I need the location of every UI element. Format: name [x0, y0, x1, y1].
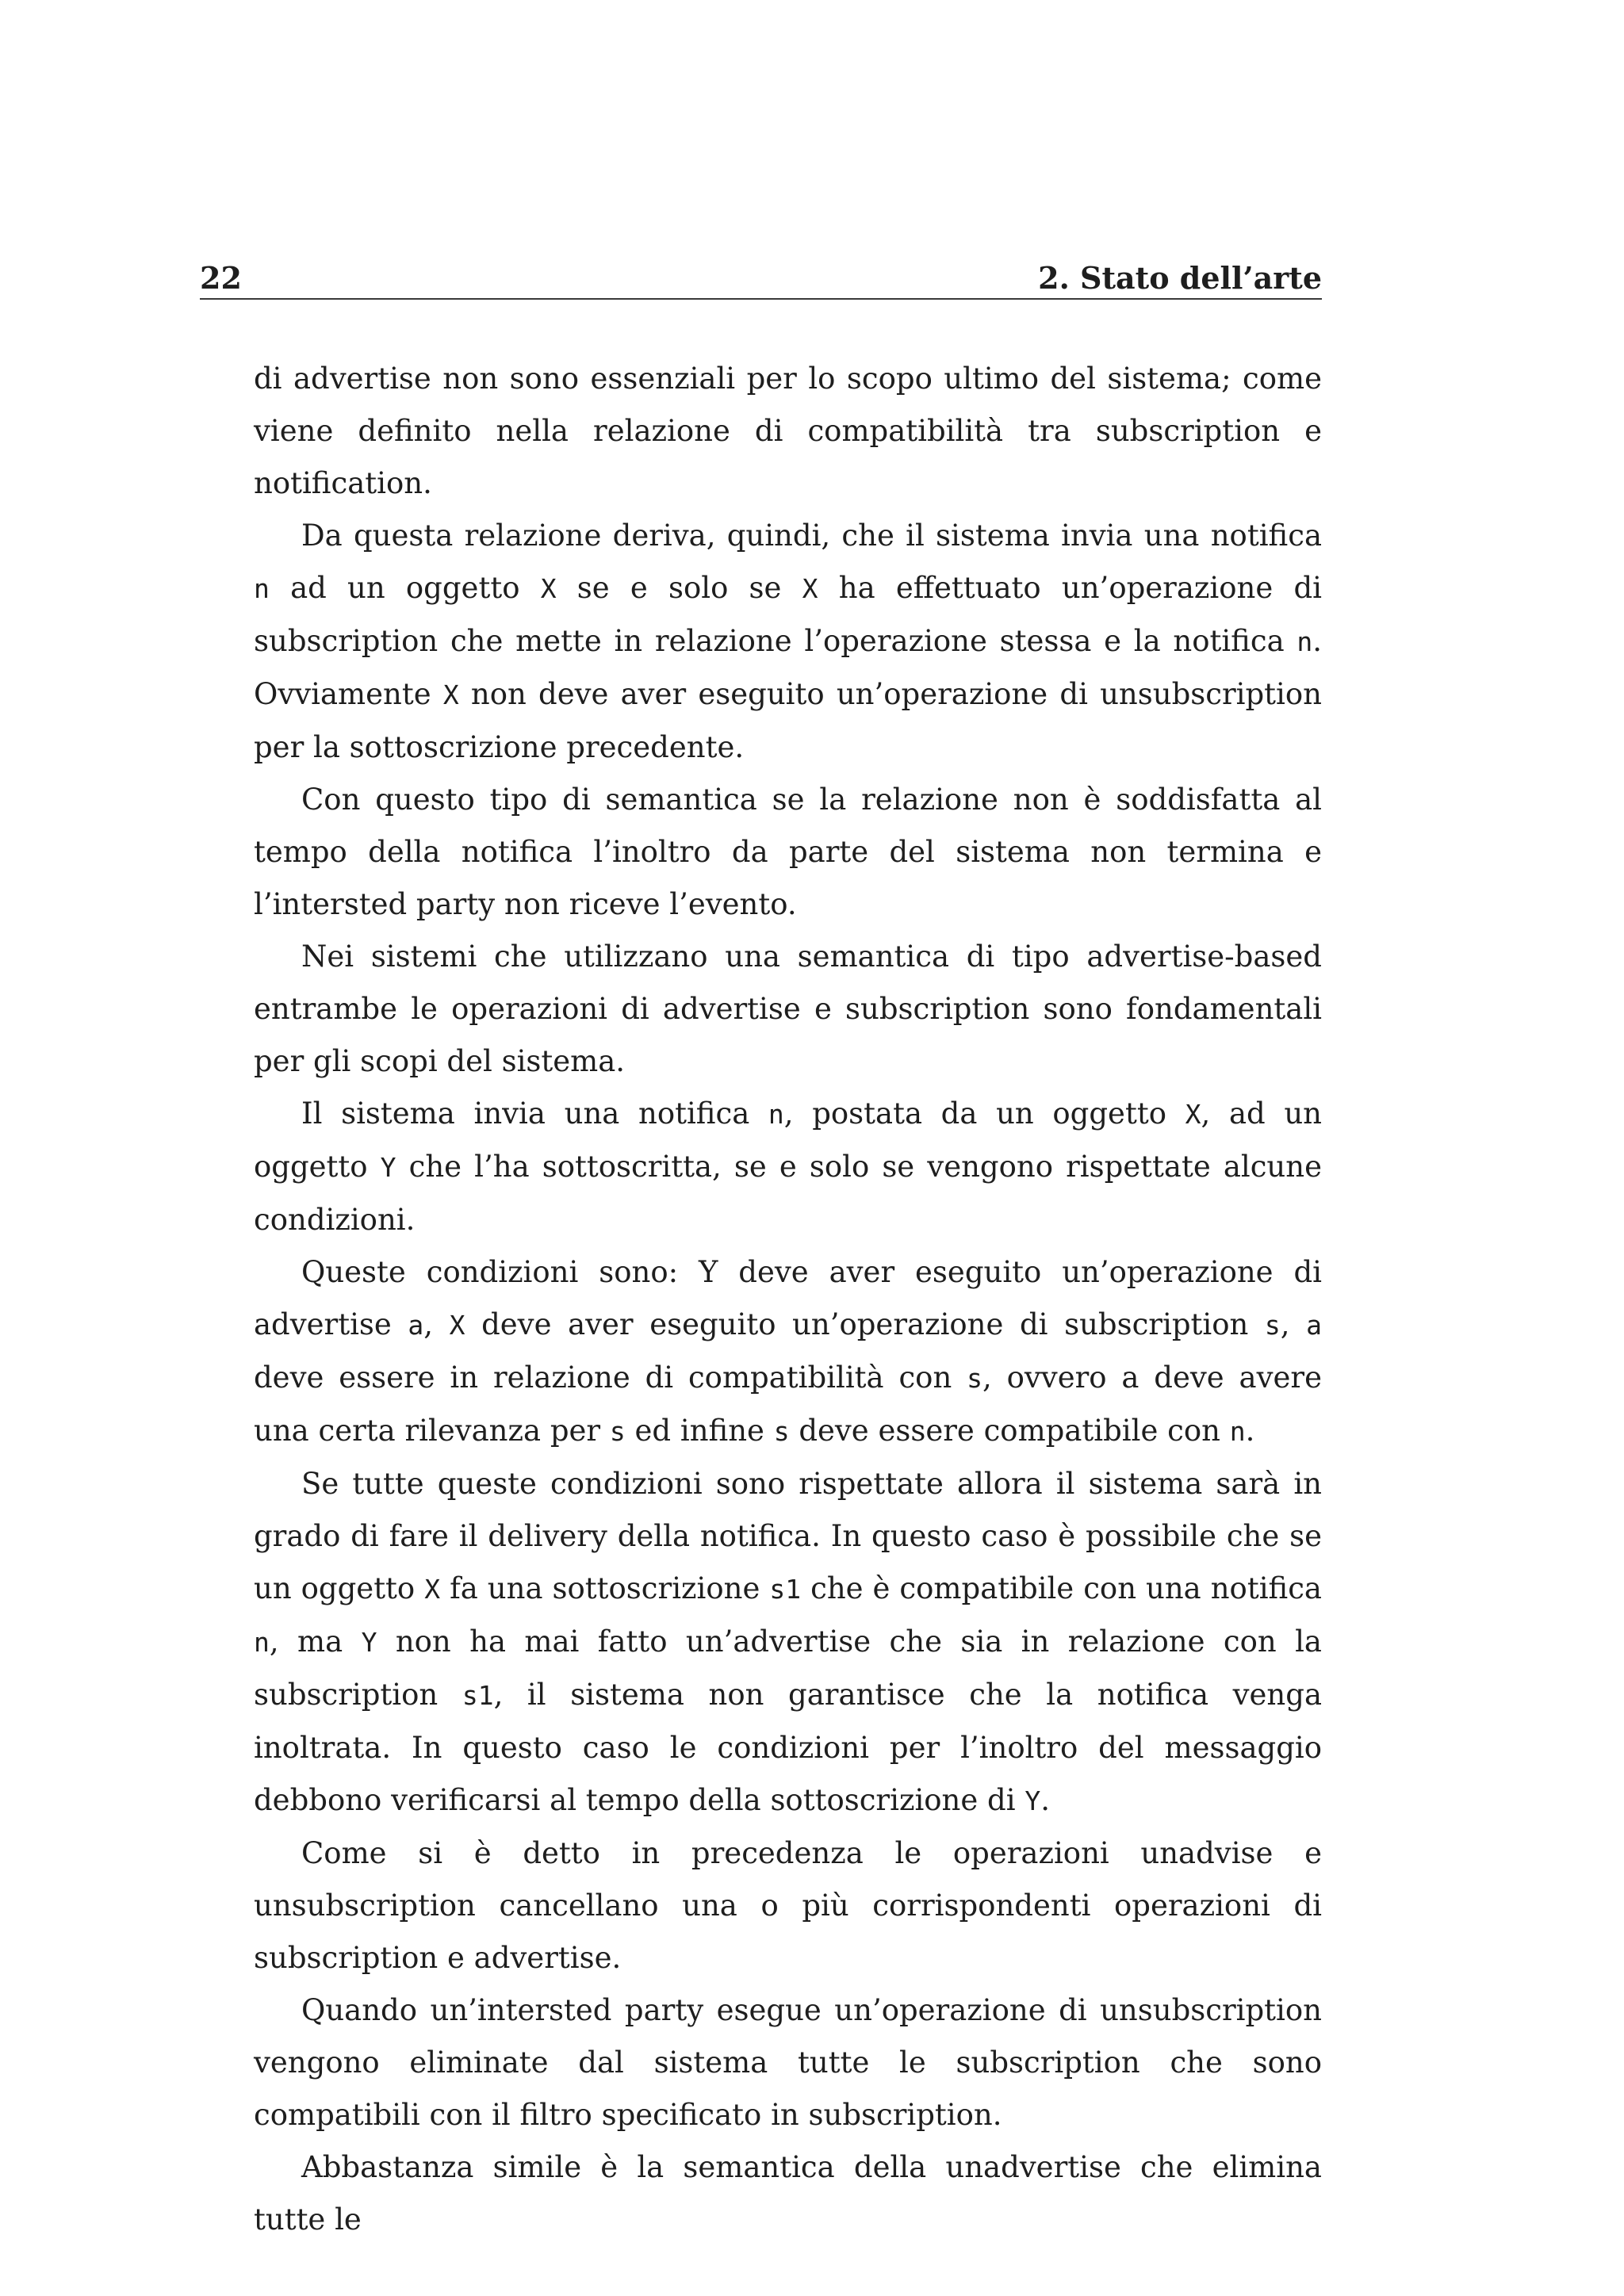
- inline-code: X: [424, 1574, 441, 1605]
- inline-code: n: [1229, 1416, 1246, 1447]
- paragraph: [254, 774, 1322, 931]
- text-segment: . Ovviamente: [254, 624, 1322, 711]
- text-segment: .: [1245, 1414, 1255, 1448]
- inline-code: n: [254, 1627, 270, 1658]
- body-text: [254, 353, 1322, 2246]
- text-segment: Da questa relazione deriva, quindi, che il sistema invia una notifica: [301, 519, 1322, 553]
- inline-code: X: [1185, 1099, 1201, 1130]
- text-segment: Queste condizioni sono: Y deve aver eseguito un’operazione di advertise: [254, 1255, 1322, 1341]
- text-segment: non deve aver eseguito un’operazione di unsubscription per la sottoscrizione precedente.: [254, 677, 1322, 764]
- inline-code: Y: [361, 1627, 377, 1658]
- paragraph: [254, 1246, 1322, 1458]
- paragraph: [254, 1458, 1322, 1827]
- text-segment: non ha mai fatto un’advertise che sia in relazione con la subscription: [254, 1624, 1322, 1712]
- inline-code: n: [254, 573, 270, 604]
- inline-code: X: [449, 1310, 465, 1341]
- paragraph: [254, 1088, 1322, 1246]
- text-segment: Quando un’intersted party esegue un’operazione di unsubscription vengono eliminate dal sistema tutte le subscription che sono compatibili con il filtro specificato in subscription.: [254, 1993, 1322, 2132]
- page-number: 22: [200, 260, 242, 296]
- text-segment: di advertise non sono essenziali per lo scopo ultimo del sistema; come viene definito nella relazione di compatibilità tra subscription e notification.: [254, 362, 1322, 500]
- text-segment: deve aver eseguito un’operazione di subscription: [465, 1307, 1265, 1341]
- page-header: [200, 258, 1322, 300]
- inline-code: X: [802, 573, 818, 604]
- paragraph: [254, 1984, 1322, 2141]
- inline-code: X: [442, 679, 459, 710]
- text-segment: Abbastanza simile è la semantica della unadvertise che elimina tutte le: [254, 2150, 1322, 2237]
- text-segment: , postata da un oggetto: [783, 1096, 1185, 1131]
- inline-code: s: [967, 1363, 982, 1394]
- text-segment: , ovvero a deve avere una certa rilevanza per: [254, 1360, 1322, 1448]
- paragraph: [254, 510, 1322, 774]
- text-segment: , ma: [269, 1624, 362, 1659]
- text-segment: fa una sottoscrizione: [440, 1571, 770, 1605]
- text-segment: ed infine: [625, 1414, 774, 1448]
- inline-code: s: [609, 1416, 626, 1447]
- inline-code: n: [768, 1099, 784, 1130]
- inline-code: s1: [462, 1680, 494, 1711]
- inline-code: s1: [769, 1574, 802, 1605]
- text-segment: deve essere compatibile con: [789, 1414, 1230, 1448]
- inline-code: s: [773, 1416, 790, 1447]
- text-segment: Come si è detto in precedenza le operazioni unadvise e unsubscription cancellano una o più corrispondenti operazioni di subscription e advertise.: [254, 1836, 1322, 1975]
- text-segment: Il sistema invia una notifica: [301, 1096, 768, 1131]
- text-segment: .: [1040, 1783, 1050, 1817]
- inline-code: n: [1297, 626, 1313, 657]
- inline-code: Y: [1025, 1785, 1041, 1816]
- paragraph: [254, 931, 1322, 1088]
- text-segment: , ad un oggetto: [254, 1096, 1323, 1184]
- text-segment: Se tutte queste condizioni sono rispettate allora il sistema sarà in grado di fare il delivery della notifica. In questo caso è possibile che se un oggetto: [254, 1467, 1322, 1605]
- text-segment: Con questo tipo di semantica se la relazione non è soddisfatta al tempo della notifica l’inoltro da parte del sistema non termina e l’intersted party non riceve l’evento.: [254, 783, 1322, 921]
- text-segment: , il sistema non garantisce che la notifica venga inoltrata. In questo caso le condizioni per l’inoltro del messaggio debbono verificarsi al tempo della sottoscrizione di: [254, 1678, 1322, 1817]
- inline-code: s: [1264, 1310, 1281, 1341]
- text-segment: che l’ha sottoscritta, se e solo se vengono rispettate alcune condizioni.: [254, 1150, 1322, 1237]
- inline-code: X: [540, 573, 557, 604]
- text-segment: che è compatibile con una notifica: [801, 1571, 1322, 1605]
- running-title: 2. Stato dell’arte: [1038, 260, 1322, 296]
- text-segment: ,: [423, 1307, 450, 1341]
- inline-code: Y: [380, 1152, 396, 1183]
- text-segment: ha effettuato un’operazione di subscription che mette in relazione l’operazione stessa e la notifica: [254, 571, 1322, 658]
- paragraph: [254, 1827, 1322, 1984]
- inline-code: a: [408, 1310, 424, 1341]
- text-segment: ,: [1280, 1307, 1307, 1341]
- text-segment: ad un oggetto: [269, 571, 541, 605]
- inline-code: a: [1306, 1310, 1323, 1341]
- text-segment: deve essere in relazione di compatibilità con: [254, 1360, 967, 1395]
- paragraph: [254, 2141, 1322, 2246]
- text-segment: se e solo se: [556, 571, 802, 605]
- text-segment: Nei sistemi che utilizzano una semantica di tipo advertise-based entrambe le operazioni di advertise e subscription sono fondamentali per gli scopi del sistema.: [254, 939, 1322, 1078]
- paragraph: [254, 353, 1322, 510]
